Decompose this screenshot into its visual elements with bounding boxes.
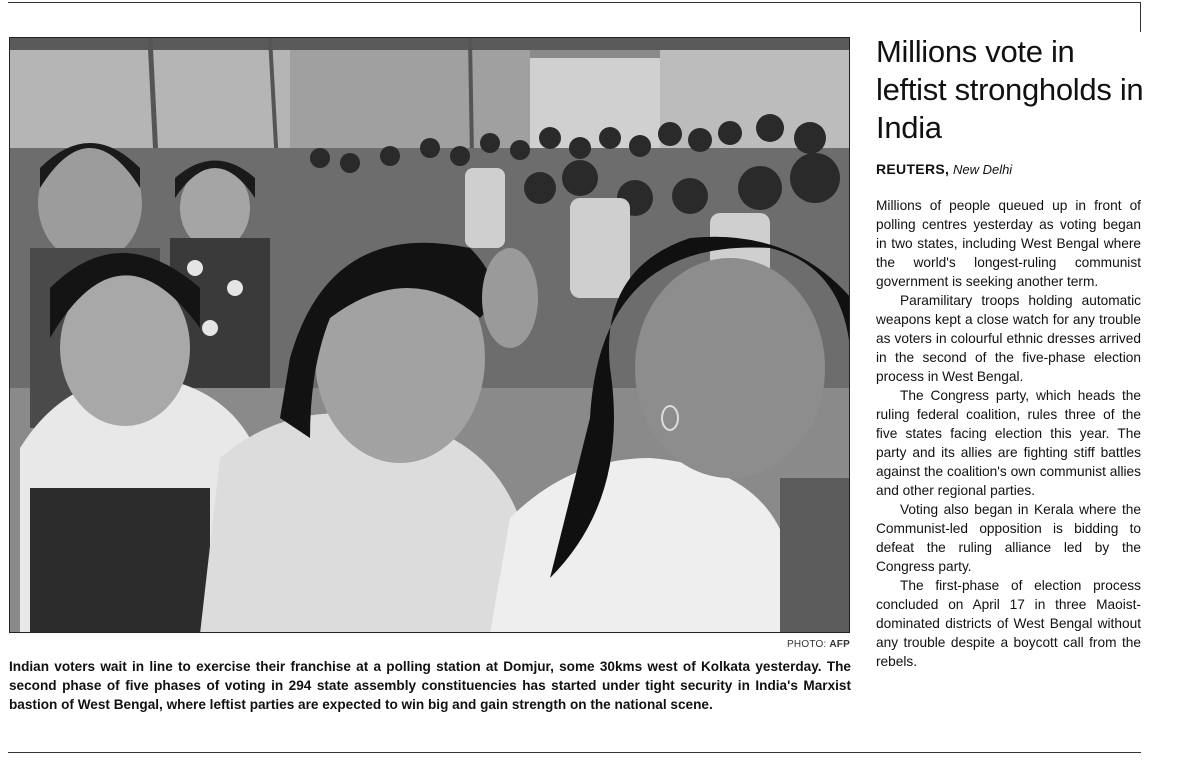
article-body — [876, 196, 1141, 671]
column-rule — [1140, 2, 1141, 32]
article-paragraph: Millions of people queued up in front of polling centres yesterday as voting began in two states, including West Bengal where the world's longest-ruling communist government is seeking another term. — [876, 198, 1141, 289]
article-paragraph: The first-phase of election process concluded on April 17 in three Maoist-dominated districts of West Bengal without any trouble despite a boycott call from the rebels. — [876, 578, 1141, 669]
byline-place: New Delhi — [952, 162, 1013, 177]
article-headline: Millions vote in leftist strongholds in India — [876, 34, 1144, 145]
news-photo — [9, 37, 850, 633]
bottom-rule — [8, 752, 1141, 753]
photo-illustration — [10, 38, 850, 633]
top-rule — [8, 2, 1141, 3]
photo-caption: Indian voters wait in line to exercise their franchise at a polling station at Domjur, some 30kms west of Kolkata yesterday. The second phase of five phases of voting in 294 state assembly constituencies has started under tight security in India's Marxist bastion of West Bengal, where leftist parties are expected to win big and gain strength on the national scene. — [9, 659, 851, 712]
article-paragraph: The Congress party, which heads the ruling federal coalition, rules three of the five states facing election this year. The party and its allies are fighting stiff battles against the coalition's own communist allies and other regional parties. — [876, 388, 1141, 498]
article-paragraph: Voting also began in Kerala where the Communist-led opposition is bidding to defeat the ruling alliance led by the Congress party. — [876, 502, 1141, 574]
credit-prefix: PHOTO: — [787, 639, 827, 650]
credit-source: AFP — [829, 639, 850, 650]
byline-agency: REUTERS, — [876, 161, 950, 177]
byline — [876, 161, 1141, 177]
article-paragraph: Paramilitary troops holding automatic weapons kept a close watch for any trouble as voters in colourful ethnic dresses arrived in the second of the five-phase election process in West Bengal. — [876, 293, 1141, 384]
photo-credit — [787, 639, 850, 650]
